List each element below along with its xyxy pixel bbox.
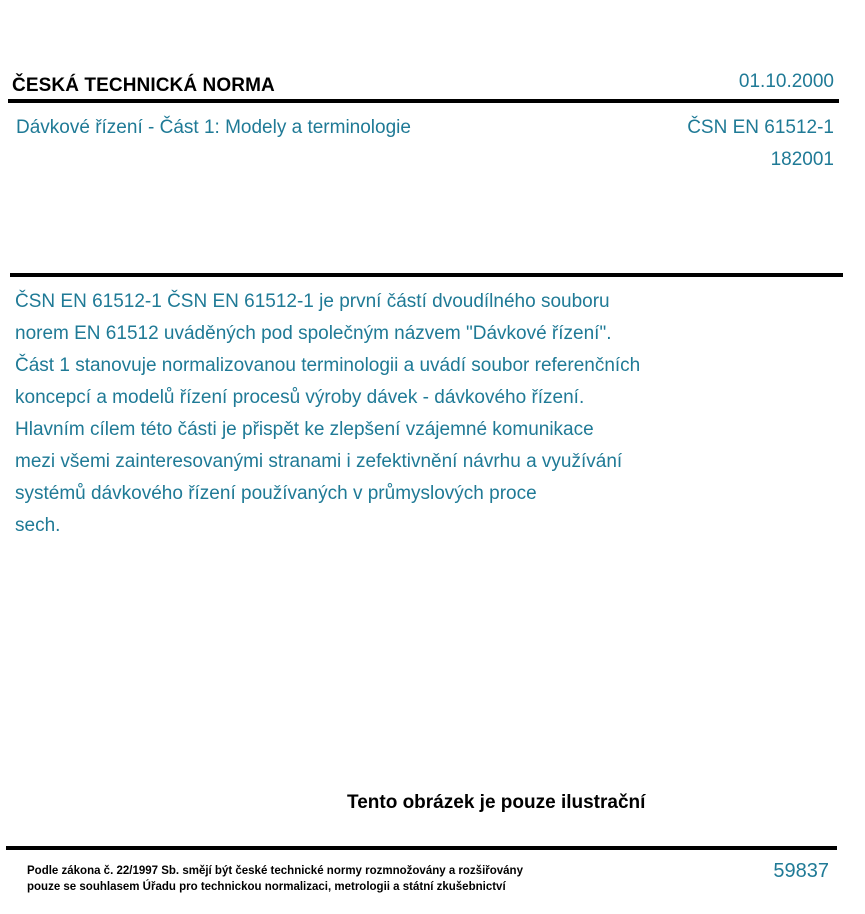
abstract-line: norem EN 61512 uváděných pod společným názvem "Dávkové řízení". [15,323,612,344]
standard-number: ČSN EN 61512-1 [687,117,834,138]
footer-divider [6,846,837,850]
legal-notice [27,863,523,895]
header-divider [8,99,839,103]
section-divider [10,273,843,277]
abstract-line: Hlavním cílem této části je přispět ke zlepšení vzájemné komunikace [15,419,594,440]
document-code: 59837 [773,860,829,882]
abstract-line: koncepcí a modelů řízení procesů výroby dávek - dávkového řízení. [15,387,585,408]
legal-line: Podle zákona č. 22/1997 Sb. smějí být české technické normy rozmnožovány a rozšiřovány [27,865,523,877]
abstract-line: ČSN EN 61512-1 ČSN EN 61512-1 je první částí dvoudílného souboru [15,291,610,312]
standard-title: Dávkové řízení - Část 1: Modely a terminologie [16,117,411,138]
standard-classification: 182001 [770,149,834,170]
legal-line: pouze se souhlasem Úřadu pro technickou normalizaci, metrologii a státní zkušebnictví [27,881,506,893]
abstract-line: sech. [15,515,61,536]
abstract-text [15,286,735,542]
illustration-notice: Tento obrázek je pouze ilustrační [347,792,646,813]
abstract-line: mezi všemi zainteresovanými stranami i zefektivnění návrhu a využívání [15,451,623,472]
abstract-line: Část 1 stanovuje normalizovanou terminologii a uvádí soubor referenčních [15,355,641,376]
abstract-line: systémů dávkového řízení používaných v průmyslových proce [15,483,537,504]
publication-date: 01.10.2000 [738,71,834,92]
document-heading: ČESKÁ TECHNICKÁ NORMA [12,75,275,96]
